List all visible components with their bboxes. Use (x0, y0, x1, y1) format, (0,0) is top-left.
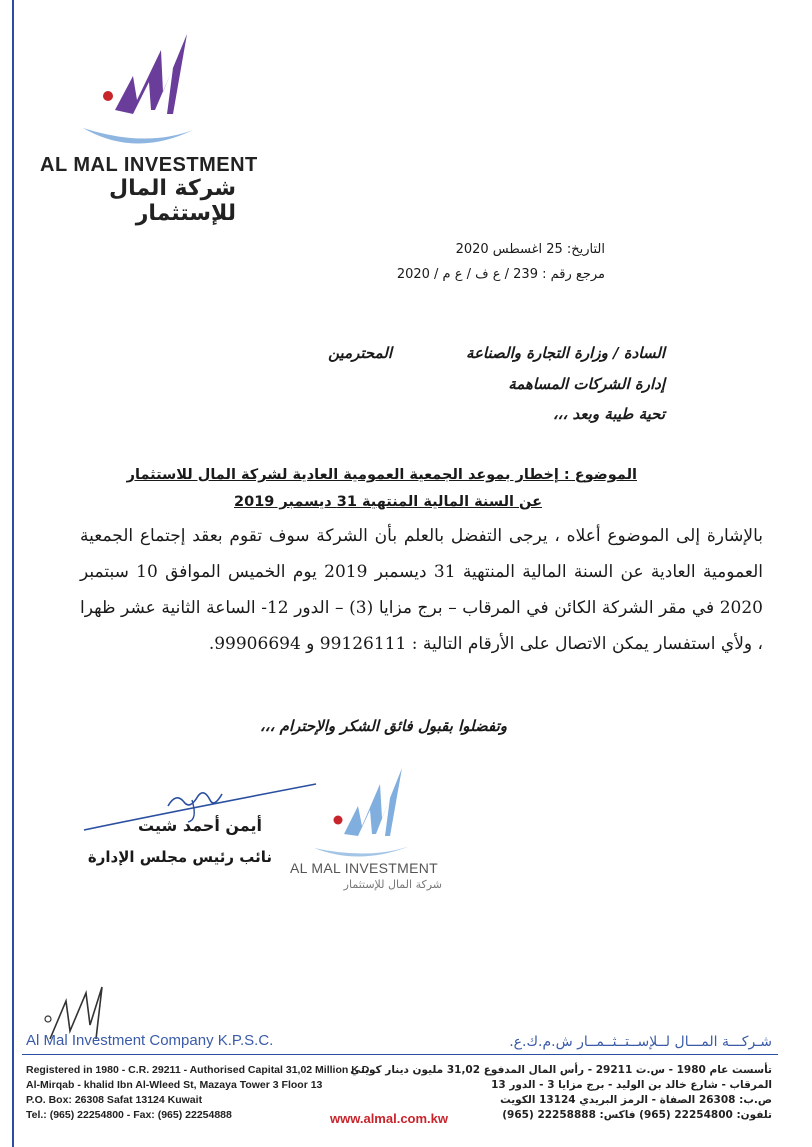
footer-registration-ar: تأسست عام 1980 - س.ت 29211 - رأس المال المدفوع 31,02 مليون دينار كويتي (350, 1064, 772, 1076)
addressee-line: السادة / وزارة التجارة والصناعة (465, 344, 665, 362)
letter-body: بالإشارة إلى الموضوع أعلاه ، يرجى التفضل بالعلم بأن الشركة سوف تقوم بعقد إجتماع الجمعية العمومية العادية عن السنة المالية المنتهية 31 ديسمبر 2019 يوم الخميس الموافق 10 سبتمبر 2020 في مقر الشركة الكائن في المرقاب – برج مزايا (3) – الدور 12- الساعة الثانية عشر ظهرا ، ولأي استفسار يمكن الاتصال على الأرقام التالية : 99126111 و 99906694. (80, 526, 764, 654)
footer-address-en: Al-Mirqab - khalid Ibn Al-Wleed St, Mazaya Tower 3 Floor 13 (26, 1079, 323, 1091)
closing-line: وتفضلوا بقبول فائق الشكر والإحترام ،،، (259, 717, 507, 735)
footer-company-arabic: شـركـــة المـــال لــلإســتــثــمــار ش.م.ك.ع. (509, 1034, 772, 1050)
company-stamp-logo (310, 762, 420, 862)
footer-company-english: Al Mal Investment Company K.P.S.C. (26, 1032, 274, 1049)
signatory-title: نائب رئيس مجلس الإدارة (87, 848, 272, 866)
left-margin-rule (12, 0, 14, 1147)
footer-address-ar: المرقاب - شارع خالد بن الوليد - برج مزايا 3 - الدور 13 (491, 1079, 772, 1091)
subject-line-2: عن السنة المالية المنتهية 31 ديسمبر 2019 (234, 494, 542, 510)
brand-name-english: AL MAL INVESTMENT (40, 154, 258, 176)
greeting: تحية طيبة وبعد ،،، (552, 405, 665, 423)
footer-registration-en: Registered in 1980 - C.R. 29211 - Authorised Capital 31,02 Million K.D. (26, 1064, 373, 1076)
footer-pobox-ar: ص.ب: 26308 الصفاة - الرمز البريدي 13124 الكويت (500, 1094, 772, 1106)
stamp-brand-arabic: شركة المال للإستثمار (343, 878, 442, 891)
company-logo (75, 30, 205, 150)
footer-pobox-en: P.O. Box: 26308 Safat 13124 Kuwait (26, 1094, 203, 1106)
letter-date: التاريخ: 25 اغسطس 2020 (455, 242, 605, 257)
footer-phone-ar: تلفون: 22254800 (965) فاكس: 22258888 (965) (502, 1109, 772, 1121)
footer-phone-en: Tel.: (965) 22254800 - Fax: (965) 22254888 (26, 1109, 232, 1121)
signatory-name: أيمن أحمد شيت (138, 816, 262, 835)
website-link[interactable]: www.almal.com.kw (330, 1111, 449, 1126)
stamp-brand-english: AL MAL INVESTMENT (290, 860, 438, 876)
department-line: إدارة الشركات المساهمة (508, 375, 665, 393)
brand-name-arabic: شركة المال للإستثمار (108, 176, 236, 226)
honorific: المحترمين (328, 344, 392, 362)
subject-line: الموضوع : إخطار بموعد الجمعية العمومية العادية لشركة المال للاستثمار (126, 467, 637, 483)
footer-divider (22, 1054, 778, 1055)
reference-number: مرجع رقم : 239 / ع ف / ع م / 2020 (396, 267, 605, 282)
